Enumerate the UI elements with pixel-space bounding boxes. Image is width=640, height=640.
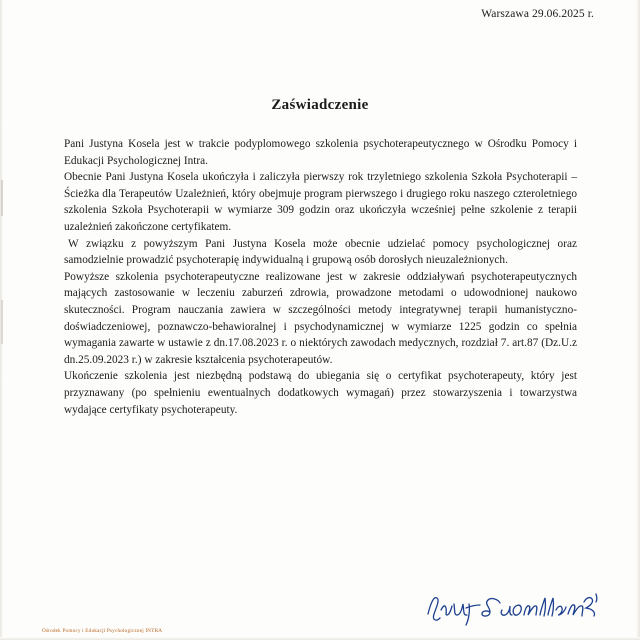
scan-artifact-mark xyxy=(1,300,3,344)
document-title: Zaświadczenie xyxy=(271,97,369,113)
scan-artifact-mark xyxy=(1,180,3,216)
document-body xyxy=(64,136,577,418)
scan-edge-right xyxy=(636,0,640,640)
place-and-date: Warszawa 29.06.2025 r. xyxy=(481,8,594,20)
paragraph: Powyższe szkolenia psychoterapeutyczne realizowane jest w zakresie oddziaływań psychoterapeutycznych mających zastosowanie w leczeniu zaburzeń zdrowia, prowadzone metodami o udowodnionej naukowo skuteczności. Program nauczania zawiera w szczególności metody integratywnej terapii humanistyczno-doświadczeniowej, poznawczo-behawioralnej i psychodynamicznej w wymiarze 1225 godzin co spełnia wymagania zawarte w ustawie z dn.17.08.2023 r. o niektórych zawodach medycznych, rozdział 7. art.87 (Dz.U.z dn.25.09.2023 r.) w zakresie kształcenia psychoterapeutów. xyxy=(64,270,577,366)
paragraph: W związku z powyższym Pani Justyna Kosela może obecnie udzielać pomocy psychologicznej oraz samodzielnie prowadzić psychoterapię indywidualną i grupową osób dorosłych nieuzależnionych. xyxy=(64,237,577,267)
footer-note: Ośrodek Pomocy i Edukacji Psychologicznej INTRA xyxy=(42,628,163,634)
handwritten-signature xyxy=(424,588,604,628)
paragraph: Pani Justyna Kosela jest w trakcie podyplomowego szkolenia psychoterapeutycznego w Ośrodku Pomocy i Edukacji Psychologicznej Intra. xyxy=(64,138,577,167)
paragraph: Obecnie Pani Justyna Kosela ukończyła i zaliczyła pierwszy rok trzyletniego szkolenia Szkoła Psychoterapii – Ścieżka dla Terapeutów Uzależnień, który obejmuje program pierwszego i drugiego roku naszego czteroletniego szkolenia Szkoła Psychoterapii w wymiarze 309 godzin oraz ukończyła wcześniej pełne szkolenie z terapii uzależnień zakończone certyfikatem. xyxy=(64,171,577,233)
paragraph: Ukończenie szkolenia jest niezbędną podstawą do ubiegania się o certyfikat psychoterapeuty, który jest przyznawany (po spełnieniu ewentualnych dodatkowych wymagań) przez stowarzyszenia i towarzystwa wydające certyfikaty psychoterapeuty. xyxy=(64,370,577,416)
